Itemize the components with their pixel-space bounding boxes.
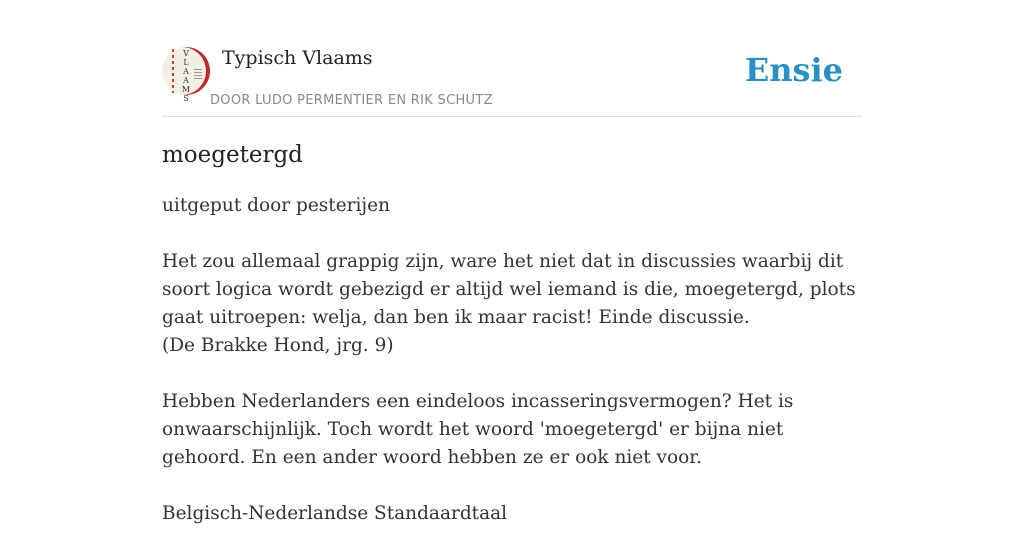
entry-paragraph xyxy=(162,248,862,360)
quote-text: Het zou allemaal grappig zijn, ware het niet dat in discussies waarbij dit soort logica wordt gebezigd er altijd wel iemand is die, moegetergd, plots gaat uitroepen: welja, dan ben ik maar racist! Einde discussie. xyxy=(162,251,856,328)
book-header xyxy=(162,0,862,117)
book-authors: DOOR LUDO PERMENTIER EN RIK SCHUTZ xyxy=(210,93,493,108)
page-container xyxy=(162,0,862,524)
book-cover-icon[interactable] xyxy=(162,47,210,103)
entry-definition: uitgeput door pesterijen xyxy=(162,195,390,216)
paragraph-text: Belgisch-Nederlandse Standaardtaal xyxy=(162,503,508,524)
paragraph-text: Hebben Nederlanders een eindeloos incasseringsvermogen? Het is onwaarschijnlijk. Toch wordt het woord 'moegetergd' er bijna niet gehoord. En een ander woord hebben ze er ook niet voor. xyxy=(162,391,794,468)
quote-source: (De Brakke Hond, jrg. 9) xyxy=(162,335,394,356)
ensie-logo[interactable]: Ensie xyxy=(744,51,843,89)
entry-paragraph xyxy=(162,388,862,472)
cover-spine-decoration xyxy=(172,49,174,93)
entry-body xyxy=(162,192,862,556)
entry-word: moegetergd xyxy=(162,142,303,168)
book-title-link[interactable]: Typisch Vlaams xyxy=(222,47,373,69)
cover-text-lines xyxy=(194,69,202,79)
cover-letters: V L A A M S xyxy=(181,49,191,103)
entry-paragraph xyxy=(162,500,862,528)
